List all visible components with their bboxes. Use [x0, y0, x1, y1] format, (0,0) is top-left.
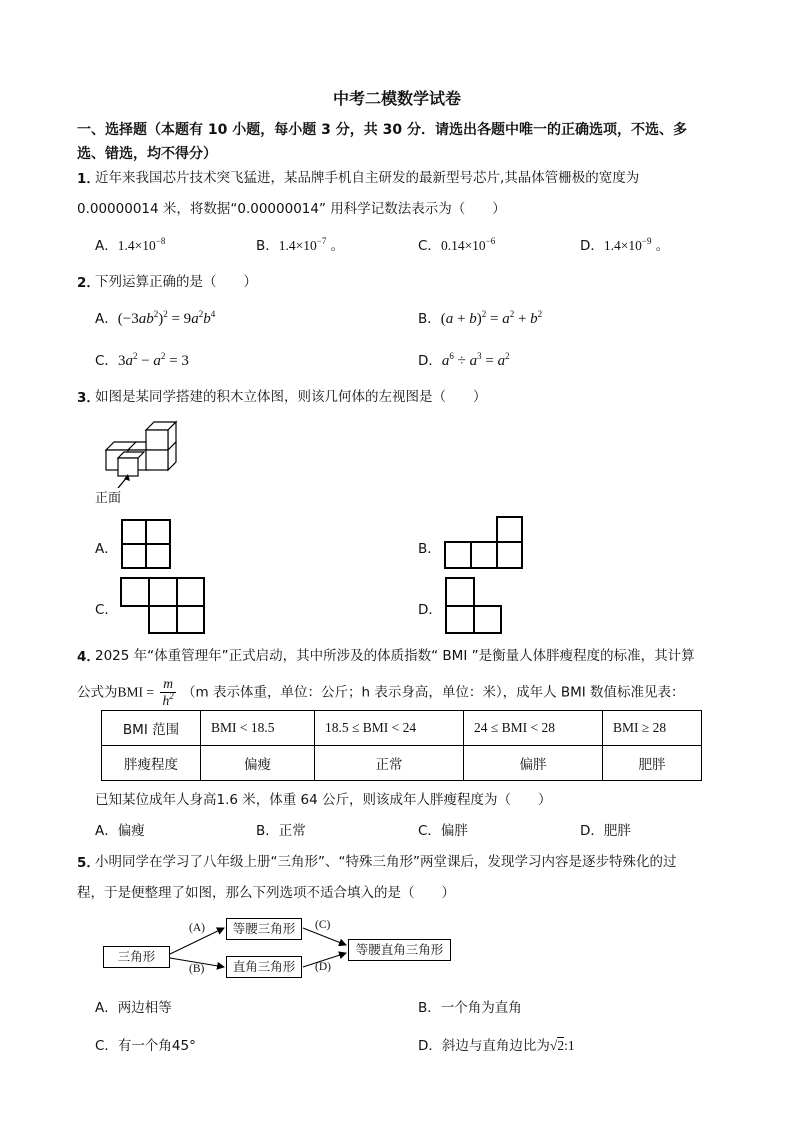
q3-option-d-label: D．: [418, 602, 442, 618]
table-cell: 24 ≤ BMI < 28: [464, 711, 603, 746]
table-cell: BMI 范围: [102, 711, 201, 746]
q3-option-d-figure: [445, 577, 503, 635]
q4-option-b: B．正常: [256, 823, 306, 839]
q2-number: 2．: [77, 275, 100, 291]
q1-option-c: C．$0.14\times 10^{-6}$: [418, 236, 496, 254]
front-view-label: 正面: [95, 491, 122, 506]
bmi-table: [101, 710, 702, 781]
q3-option-b-label: B．: [418, 541, 441, 557]
section-heading-line2: 选、错选，均不得分）: [77, 146, 217, 162]
q1-option-b: B．$1.4\times 10^{-7}$ 。: [256, 236, 345, 254]
q2-stem: 下列运算正确的是（ ）: [95, 274, 257, 290]
q5-option-b: B．一个角为直角: [418, 1000, 522, 1016]
q2-option-d: D．$a^6 \div a^3 = a^2$: [418, 351, 510, 369]
flow-label-d: (D): [315, 961, 331, 973]
table-cell: 偏胖: [464, 746, 603, 781]
q3-option-b-figure: [444, 516, 524, 570]
table-cell: 肥胖: [603, 746, 702, 781]
flow-node-isosceles: 等腰三角形: [226, 918, 302, 940]
page-title: 中考二模数学试卷: [332, 89, 461, 108]
q2-option-b: B．$(a + b)^2 = a^2 + b^2$: [418, 309, 543, 327]
q5-stem-line2: 程，于是便整理了如图，那么下列选项不适合填入的是（ ）: [77, 885, 455, 901]
table-cell: BMI ≥ 28: [603, 711, 702, 746]
q5-option-c: C．有一个角45°: [95, 1038, 196, 1054]
q3-option-c-figure: [120, 577, 206, 635]
q1-option-d: D．$1.4\times 10^{-9}$ 。: [580, 236, 670, 254]
q3-option-a-label: A．: [95, 541, 118, 557]
q4-option-d: D．肥胖: [580, 823, 631, 839]
table-cell: 偏瘦: [201, 746, 315, 781]
table-cell: 正常: [315, 746, 464, 781]
q2-option-a: A．$(-3ab^2)^2 = 9a^2b^4$: [95, 309, 216, 327]
q3-number: 3．: [77, 390, 100, 406]
q5-number: 5．: [77, 855, 100, 871]
q4-option-c: C．偏胖: [418, 823, 468, 839]
q1-option-a: A．$1.4\times 10^{-8}$: [95, 236, 166, 254]
table-cell: 胖瘦程度: [102, 746, 201, 781]
flow-label-c: (C): [315, 919, 331, 931]
q3-stem: 如图是某同学搭建的积木立体图，则该几何体的左视图是（ ）: [95, 389, 487, 405]
q4-formula-line: 公式为BMI = $\frac{m}{h^2}$ （m 表示体重，单位：公斤；h 表示身高，单位：米），成年人 BMI 数值标准见表：: [77, 676, 685, 708]
q5-option-a: A．两边相等: [95, 1000, 172, 1016]
table-row: [102, 746, 702, 781]
q5-stem-line1: 小明同学在学习了八年级上册“三角形”、“特殊三角形”两堂课后，发现学习内容是逐步特殊化的过: [95, 854, 677, 870]
flow-label-a: (A): [189, 922, 205, 934]
table-row: [102, 711, 702, 746]
q1-stem-line1: 近年来我国芯片技术突飞猛进，某品牌手机自主研发的最新型号芯片,其晶体管栅极的宽度为: [95, 170, 640, 186]
flow-node-triangle: 三角形: [103, 946, 170, 968]
q3-option-a-figure: [121, 519, 171, 569]
q4-stem-line1: 2025 年“体重管理年”正式启动，其中所涉及的体质指数“ BMI ”是衡量人体胖瘦程度的标准，其计算: [95, 648, 695, 664]
section-heading-line1: 一、选择题（本题有 10 小题，每小题 3 分，共 30 分．请选出各题中唯一的正确选项，不选、多: [77, 122, 687, 138]
q1-number: 1．: [77, 171, 100, 187]
table-cell: 18.5 ≤ BMI < 24: [315, 711, 464, 746]
q2-option-c: C．$3a^2 - a^2 = 3$: [95, 351, 189, 369]
q5-option-d: D．斜边与直角边比为√2:1: [418, 1038, 575, 1054]
q4-followup: 已知某位成年人身高1.6 米，体重 64 公斤，则该成年人胖瘦程度为（ ）: [95, 792, 552, 808]
table-cell: BMI < 18.5: [201, 711, 315, 746]
flow-label-b: (B): [189, 963, 205, 975]
q4-number: 4．: [77, 649, 100, 665]
flow-node-right: 直角三角形: [226, 956, 302, 978]
q4-option-a: A．偏瘦: [95, 823, 145, 839]
block-solid-figure: [98, 416, 188, 488]
q1-stem-line2: 0.00000014 米，将数据“0.00000014” 用科学记数法表示为（ ）: [77, 201, 506, 217]
flow-node-isosceles-right: 等腰直角三角形: [348, 939, 451, 961]
q3-option-c-label: C．: [95, 602, 118, 618]
